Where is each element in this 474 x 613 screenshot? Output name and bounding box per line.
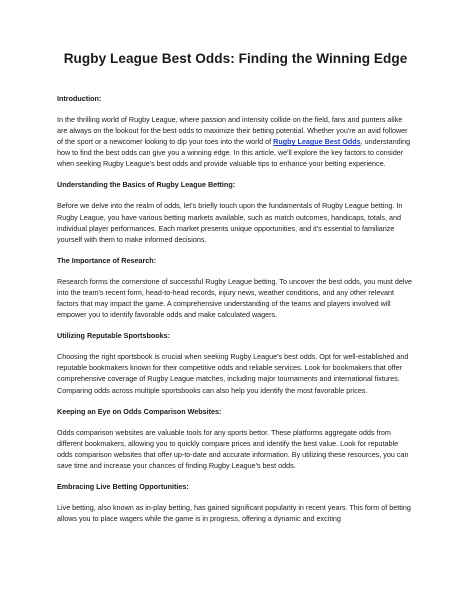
paragraph-text: , understanding how to find the best odds can give you a winning edge. In this article, we'll explore the key factors to consider when seeking Rugby League's best odds and provide valuable tips to enhance your betting experience. bbox=[57, 137, 411, 169]
document-title: Rugby League Best Odds: Finding the Winning Edge bbox=[63, 51, 408, 66]
section-comparison bbox=[57, 406, 414, 471]
section-heading: Embracing Live Betting Opportunities: bbox=[57, 481, 189, 491]
section-heading: Understanding the Basics of Rugby League Betting: bbox=[57, 180, 236, 190]
section-live-betting bbox=[57, 481, 414, 524]
section-heading: Introduction: bbox=[57, 94, 102, 103]
section-paragraph: Before we delve into the realm of odds, let's briefly touch upon the fundamentals of Rugby League betting. In Rugby League, you have various betting markets available, such as match outcomes, handicaps, totals, and individual player performances. Each market presents unique opportunities, and it's essential to familiarize yourself with them to make informed decisions. bbox=[57, 201, 403, 244]
section-paragraph: Research forms the cornerstone of successful Rugby League betting. To uncover the best odds, you must delve into the team's recent form, head-to-head records, injury news, weather conditions, and any other relevant factors that may impact the game. A comprehensive understanding of the teams and players involved will empower you to identify favorable odds and make calculated wagers. bbox=[57, 276, 413, 320]
section-paragraph: Odds comparison websites are valuable tools for any sports bettor. These platforms aggregate odds from different bookmakers, allowing you to quickly compare prices and identify the best value. Look for reputable odds comparison websites that offer up-to-date and accurate information. By utilizing these resources, you can save time and increase your chances of finding Rugby League's best odds. bbox=[57, 427, 409, 470]
section-basics bbox=[57, 179, 414, 244]
section-heading: The Importance of Research: bbox=[57, 255, 157, 265]
section-paragraph bbox=[57, 114, 414, 169]
rugby-league-best-odds-link[interactable]: Rugby League Best Odds bbox=[273, 137, 361, 147]
section-paragraph: Choosing the right sportsbook is crucial when seeking Rugby League's best odds. Opt for well-established and reputable bookmakers known for their competitive odds and reliable services. Look for bookmakers that offer comprehensive coverage of Rugby League matches, including major tournaments and international fixtures. Comparing odds across multiple sportsbooks can also help you identify the most favorable prices. bbox=[57, 352, 409, 395]
paragraph-text: In the thrilling world of Rugby League, where passion and intensity collide on the field, fans and punters alike are always on the lookout for the best odds to maximize their betting potential. Whether you're an avid follower of the sport or a newcomer looking to dip your toes into the world of bbox=[57, 115, 408, 147]
section-heading: Keeping an Eye on Odds Comparison Websites: bbox=[57, 406, 222, 416]
section-paragraph: Live betting, also known as in-play betting, has gained significant popularity in recent years. This form of betting allows you to place wagers while the game is in progress, offering a dynamic and exciting bbox=[57, 502, 411, 524]
section-research bbox=[57, 255, 414, 320]
section-introduction bbox=[57, 93, 414, 169]
section-sportsbooks bbox=[57, 330, 414, 395]
section-heading: Utilizing Reputable Sportsbooks: bbox=[57, 331, 171, 341]
